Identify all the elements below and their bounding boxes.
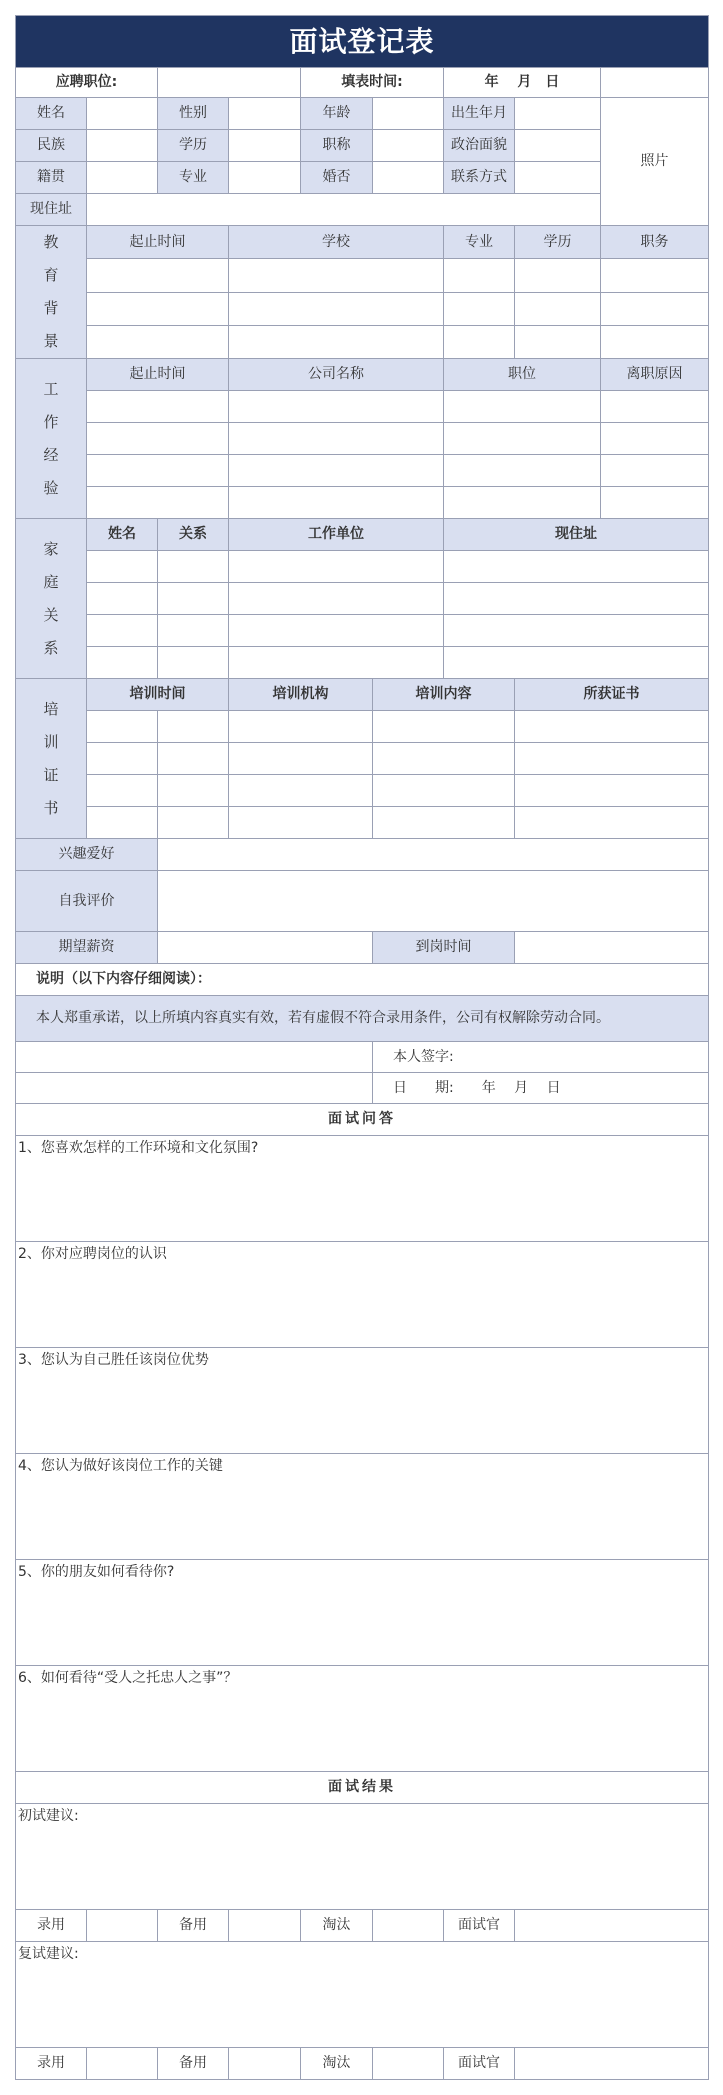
edu-header-degree: 学历 bbox=[515, 226, 601, 259]
edu-header-role: 职务 bbox=[601, 226, 709, 259]
work-section-label: 工作经验 bbox=[16, 359, 87, 519]
age-label: 年龄 bbox=[301, 98, 373, 130]
signature-blank bbox=[16, 1042, 373, 1073]
family-section-label: 家庭关系 bbox=[16, 519, 87, 679]
edu-cell[interactable] bbox=[444, 292, 515, 325]
work-cell[interactable] bbox=[444, 391, 601, 423]
family-cell[interactable] bbox=[158, 583, 229, 615]
position-field[interactable] bbox=[158, 68, 301, 98]
fill-date-value[interactable]: 年 月 日 bbox=[444, 68, 601, 98]
table-row bbox=[16, 583, 709, 615]
start-time-field[interactable] bbox=[515, 932, 709, 964]
question-2[interactable]: 2、你对应聘岗位的认识 bbox=[16, 1242, 709, 1348]
training-cell[interactable] bbox=[229, 807, 373, 839]
first-eliminate-label: 淘汰 bbox=[301, 1910, 373, 1942]
work-cell[interactable] bbox=[601, 423, 709, 455]
second-hire-field[interactable] bbox=[87, 2048, 158, 2080]
family-cell[interactable] bbox=[229, 615, 444, 647]
edu-cell[interactable] bbox=[601, 292, 709, 325]
table-row bbox=[16, 615, 709, 647]
work-cell[interactable] bbox=[601, 487, 709, 519]
family-cell[interactable] bbox=[444, 551, 709, 583]
training-cell[interactable] bbox=[158, 711, 229, 743]
edu-cell[interactable] bbox=[601, 325, 709, 358]
edu-cell[interactable] bbox=[87, 325, 229, 358]
training-cell[interactable] bbox=[373, 775, 515, 807]
edu-cell[interactable] bbox=[601, 259, 709, 292]
work-header-position: 职位 bbox=[444, 359, 601, 391]
ethnicity-label: 民族 bbox=[16, 130, 87, 162]
notes-heading: 说明（以下内容仔细阅读）： bbox=[16, 964, 709, 996]
training-cell[interactable] bbox=[515, 743, 709, 775]
table-row bbox=[16, 292, 709, 325]
contact-field[interactable] bbox=[515, 162, 601, 194]
second-interviewer-label: 面试官 bbox=[444, 2048, 515, 2080]
training-cell[interactable] bbox=[373, 807, 515, 839]
training-cell[interactable] bbox=[229, 711, 373, 743]
training-cell[interactable] bbox=[229, 743, 373, 775]
contact-label: 联系方式 bbox=[444, 162, 515, 194]
work-cell[interactable] bbox=[601, 455, 709, 487]
table-row bbox=[16, 455, 709, 487]
table-row bbox=[16, 259, 709, 292]
first-reserve-field[interactable] bbox=[229, 1910, 301, 1942]
work-cell[interactable] bbox=[444, 455, 601, 487]
training-cell[interactable] bbox=[515, 775, 709, 807]
second-eliminate-field[interactable] bbox=[373, 2048, 444, 2080]
work-cell[interactable] bbox=[601, 391, 709, 423]
work-header-company: 公司名称 bbox=[229, 359, 444, 391]
edu-cell[interactable] bbox=[444, 325, 515, 358]
second-hire-label: 录用 bbox=[16, 2048, 87, 2080]
native-label: 籍贯 bbox=[16, 162, 87, 194]
second-eliminate-label: 淘汰 bbox=[301, 2048, 373, 2080]
work-cell[interactable] bbox=[444, 423, 601, 455]
hobbies-field[interactable] bbox=[158, 839, 709, 871]
training-cell[interactable] bbox=[515, 711, 709, 743]
gender-label: 性别 bbox=[158, 98, 229, 130]
family-cell[interactable] bbox=[158, 615, 229, 647]
fill-date-label: 填表时间: bbox=[301, 68, 444, 98]
birth-label: 出生年月 bbox=[444, 98, 515, 130]
family-cell[interactable] bbox=[158, 551, 229, 583]
start-time-label: 到岗时间 bbox=[373, 932, 515, 964]
age-field[interactable] bbox=[373, 98, 444, 130]
birth-field[interactable] bbox=[515, 98, 601, 130]
training-cell[interactable] bbox=[158, 775, 229, 807]
table-row bbox=[16, 775, 709, 807]
salary-field[interactable] bbox=[158, 932, 373, 964]
header-blank bbox=[601, 68, 709, 98]
family-header-address: 现住址 bbox=[444, 519, 709, 551]
gender-field[interactable] bbox=[229, 98, 301, 130]
self-eval-label: 自我评价 bbox=[16, 871, 158, 932]
training-header-content: 培训内容 bbox=[373, 679, 515, 711]
family-cell[interactable] bbox=[444, 615, 709, 647]
training-cell[interactable] bbox=[87, 711, 158, 743]
interview-registration-form bbox=[15, 15, 709, 2080]
edu-cell[interactable] bbox=[229, 292, 444, 325]
job-title-field[interactable] bbox=[373, 130, 444, 162]
first-round-advice[interactable]: 初试建议: bbox=[16, 1804, 709, 1910]
education-label: 学历 bbox=[158, 130, 229, 162]
work-cell[interactable] bbox=[229, 487, 444, 519]
family-header-relation: 关系 bbox=[158, 519, 229, 551]
training-cell[interactable] bbox=[373, 743, 515, 775]
question-1[interactable]: 1、您喜欢怎样的工作环境和文化氛围? bbox=[16, 1136, 709, 1242]
education-section-label: 教育背景 bbox=[16, 226, 87, 359]
family-cell[interactable] bbox=[444, 647, 709, 679]
table-row bbox=[16, 807, 709, 839]
training-header-org: 培训机构 bbox=[229, 679, 373, 711]
family-cell[interactable] bbox=[444, 583, 709, 615]
work-header-reason: 离职原因 bbox=[601, 359, 709, 391]
work-cell[interactable] bbox=[229, 423, 444, 455]
second-reserve-label: 备用 bbox=[158, 2048, 229, 2080]
interview-qa-heading: 面试问答 bbox=[16, 1104, 709, 1136]
first-hire-field[interactable] bbox=[87, 1910, 158, 1942]
work-cell[interactable] bbox=[87, 455, 229, 487]
training-cell[interactable] bbox=[158, 743, 229, 775]
first-interviewer-field[interactable] bbox=[515, 1910, 709, 1942]
training-cell[interactable] bbox=[515, 807, 709, 839]
training-cell[interactable] bbox=[158, 807, 229, 839]
edu-cell[interactable] bbox=[444, 259, 515, 292]
edu-header-period: 起止时间 bbox=[87, 226, 229, 259]
work-cell[interactable] bbox=[444, 487, 601, 519]
photo-cell[interactable]: 照片 bbox=[601, 98, 709, 226]
second-interviewer-field[interactable] bbox=[515, 2048, 709, 2080]
date-blank bbox=[16, 1073, 373, 1104]
edu-cell[interactable] bbox=[515, 292, 601, 325]
edu-cell[interactable] bbox=[229, 259, 444, 292]
major-label: 专业 bbox=[158, 162, 229, 194]
address-field[interactable] bbox=[87, 194, 601, 226]
work-cell[interactable] bbox=[229, 455, 444, 487]
marital-label: 婚否 bbox=[301, 162, 373, 194]
family-cell[interactable] bbox=[87, 647, 158, 679]
edu-cell[interactable] bbox=[515, 259, 601, 292]
edu-header-major: 专业 bbox=[444, 226, 515, 259]
hobbies-label: 兴趣爱好 bbox=[16, 839, 158, 871]
question-6[interactable]: 6、如何看待“受人之托忠人之事”？ bbox=[16, 1666, 709, 1772]
second-reserve-field[interactable] bbox=[229, 2048, 301, 2080]
major-field[interactable] bbox=[229, 162, 301, 194]
table-row bbox=[16, 647, 709, 679]
form-table bbox=[15, 15, 709, 2080]
salary-label: 期望薪资 bbox=[16, 932, 158, 964]
table-row bbox=[16, 711, 709, 743]
table-row bbox=[16, 423, 709, 455]
form-title: 面试登记表 bbox=[16, 16, 709, 68]
native-field[interactable] bbox=[87, 162, 158, 194]
job-title-label: 职称 bbox=[301, 130, 373, 162]
family-cell[interactable] bbox=[87, 551, 158, 583]
family-cell[interactable] bbox=[229, 551, 444, 583]
notes-statement: 本人郑重承诺，以上所填内容真实有效，若有虚假不符合录用条件，公司有权解除劳动合同。 bbox=[16, 996, 709, 1042]
training-cell[interactable] bbox=[87, 807, 158, 839]
work-cell[interactable] bbox=[87, 423, 229, 455]
family-cell[interactable] bbox=[158, 647, 229, 679]
training-header-time: 培训时间 bbox=[87, 679, 229, 711]
political-label: 政治面貌 bbox=[444, 130, 515, 162]
question-3[interactable]: 3、您认为自己胜任该岗位优势 bbox=[16, 1348, 709, 1454]
edu-cell[interactable] bbox=[87, 292, 229, 325]
signature-label[interactable]: 本人签字: bbox=[373, 1042, 709, 1073]
table-row bbox=[16, 325, 709, 358]
first-reserve-label: 备用 bbox=[158, 1910, 229, 1942]
address-label: 现住址 bbox=[16, 194, 87, 226]
position-label: 应聘职位: bbox=[16, 68, 158, 98]
self-eval-field[interactable] bbox=[158, 871, 709, 932]
work-header-period: 起止时间 bbox=[87, 359, 229, 391]
family-cell[interactable] bbox=[87, 583, 158, 615]
first-eliminate-field[interactable] bbox=[373, 1910, 444, 1942]
edu-cell[interactable] bbox=[515, 325, 601, 358]
family-header-name: 姓名 bbox=[87, 519, 158, 551]
edu-cell[interactable] bbox=[229, 325, 444, 358]
edu-header-school: 学校 bbox=[229, 226, 444, 259]
table-row bbox=[16, 487, 709, 519]
family-cell[interactable] bbox=[229, 583, 444, 615]
table-row bbox=[16, 551, 709, 583]
training-cell[interactable] bbox=[373, 711, 515, 743]
work-cell[interactable] bbox=[87, 487, 229, 519]
marital-field[interactable] bbox=[373, 162, 444, 194]
table-row bbox=[16, 391, 709, 423]
political-field[interactable] bbox=[515, 130, 601, 162]
training-cell[interactable] bbox=[87, 775, 158, 807]
training-header-cert: 所获证书 bbox=[515, 679, 709, 711]
second-round-advice[interactable]: 复试建议: bbox=[16, 1942, 709, 2048]
training-section-label: 培训证书 bbox=[16, 679, 87, 839]
first-interviewer-label: 面试官 bbox=[444, 1910, 515, 1942]
first-hire-label: 录用 bbox=[16, 1910, 87, 1942]
education-field[interactable] bbox=[229, 130, 301, 162]
table-row bbox=[16, 743, 709, 775]
interview-result-heading: 面试结果 bbox=[16, 1772, 709, 1804]
sign-date-label[interactable]: 日 期: 年 月 日 bbox=[373, 1073, 709, 1104]
family-cell[interactable] bbox=[229, 647, 444, 679]
question-5[interactable]: 5、你的朋友如何看待你? bbox=[16, 1560, 709, 1666]
work-cell[interactable] bbox=[87, 391, 229, 423]
family-header-employer: 工作单位 bbox=[229, 519, 444, 551]
edu-cell[interactable] bbox=[87, 259, 229, 292]
training-cell[interactable] bbox=[229, 775, 373, 807]
family-cell[interactable] bbox=[87, 615, 158, 647]
question-4[interactable]: 4、您认为做好该岗位工作的关键 bbox=[16, 1454, 709, 1560]
name-field[interactable] bbox=[87, 98, 158, 130]
training-cell[interactable] bbox=[87, 743, 158, 775]
ethnicity-field[interactable] bbox=[87, 130, 158, 162]
name-label: 姓名 bbox=[16, 98, 87, 130]
work-cell[interactable] bbox=[229, 391, 444, 423]
